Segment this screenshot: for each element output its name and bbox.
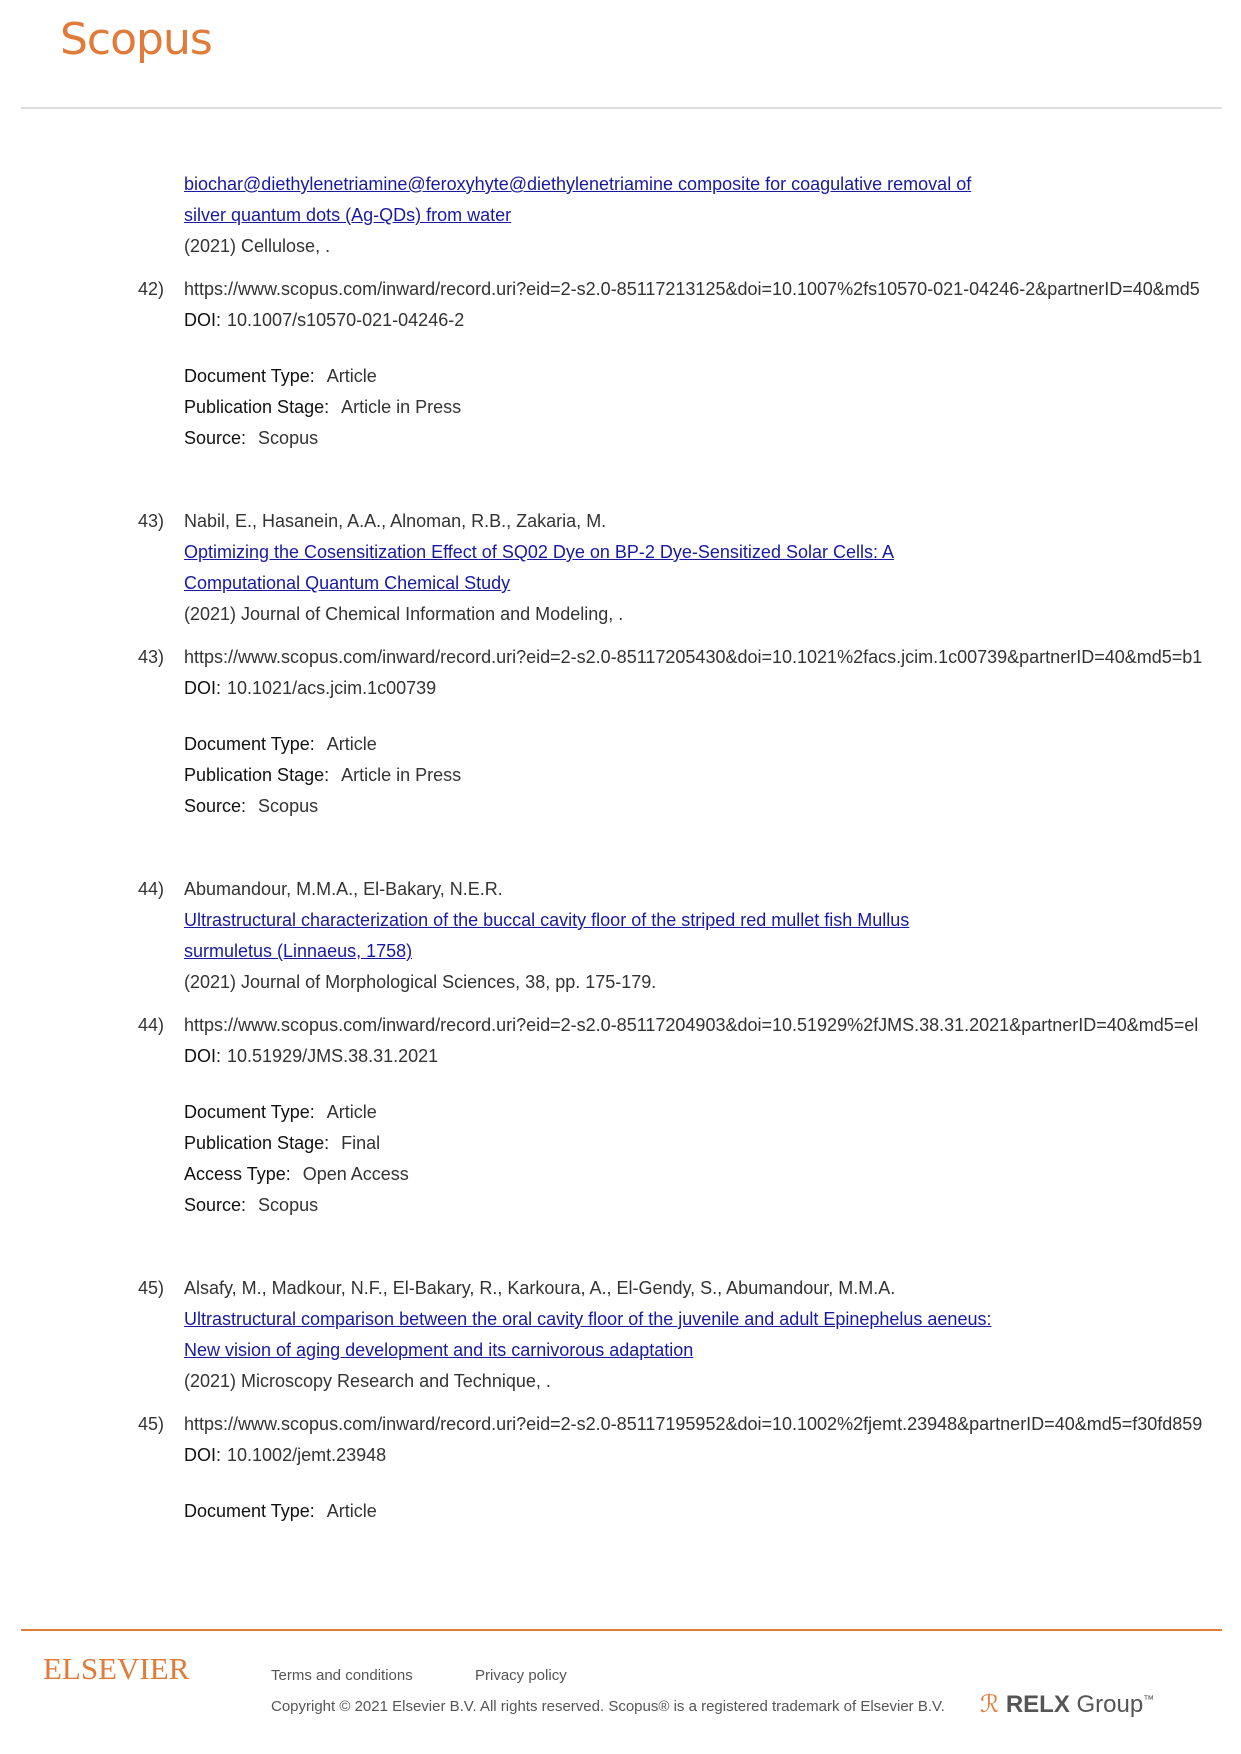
elsevier-logo[interactable]: ELSEVIER (43, 1651, 190, 1686)
entry-source: (2021) Journal of Chemical Information and Modeling, . (184, 604, 624, 624)
entry-authors: Nabil, E., Hasanein, A.A., Alnoman, R.B., Zakaria, M. (184, 511, 607, 531)
entry-title-link[interactable]: New vision of aging development and its carnivorous adaptation (184, 1340, 694, 1360)
entry-title-link[interactable]: Computational Quantum Chemical Study (184, 573, 511, 593)
field-label: Access Type: (184, 1164, 291, 1184)
entry-url[interactable]: https://www.scopus.com/inward/record.uri?eid=2-s2.0-85117205430&doi=10.1021%2facs.jcim.1c00739&partnerID=40&md5=b1 (184, 647, 1203, 667)
entry-number: 45) (138, 1414, 165, 1434)
field-value: Article (326, 1501, 377, 1521)
entry-title-link[interactable]: surmuletus (Linnaeus, 1758) (184, 941, 413, 961)
entry-number: 44) (138, 879, 165, 899)
field-label: Publication Stage: (184, 397, 330, 417)
entry-number: 42) (138, 279, 165, 299)
entry-title-link[interactable]: Ultrastructural characterization of the buccal cavity floor of the striped red mullet fish Mullus (184, 910, 910, 930)
field-label: Document Type: (184, 366, 315, 386)
field-value: Open Access (302, 1164, 409, 1184)
entry-url[interactable]: https://www.scopus.com/inward/record.uri?eid=2-s2.0-85117195952&doi=10.1002%2fjemt.23948&partnerID=40&md5=f30fd859 (184, 1414, 1203, 1434)
entry-number: 43) (138, 647, 165, 667)
entry-url[interactable]: https://www.scopus.com/inward/record.uri?eid=2-s2.0-85117213125&doi=10.1007%2fs10570-021-04246-2&partnerID=40&md5 (184, 279, 1200, 299)
entry-authors: Alsafy, M., Madkour, N.F., El-Bakary, R., Karkoura, A., El-Gendy, S., Abumandour, M.M.A. (184, 1278, 896, 1298)
field-value: Article in Press (341, 397, 462, 417)
entry-number: 43) (138, 511, 165, 531)
entry-number: 45) (138, 1278, 165, 1298)
doi-label: DOI: (184, 1445, 222, 1465)
header-divider (21, 107, 1222, 109)
privacy-link[interactable]: Privacy policy (475, 1667, 567, 1684)
field-value: Article (326, 366, 377, 386)
entry-doi: 10.1002/jemt.23948 (227, 1445, 387, 1465)
field-value: Final (341, 1133, 381, 1153)
doi-label: DOI: (184, 310, 222, 330)
field-label: Document Type: (184, 1102, 315, 1122)
relx-icon: ℛ (980, 1690, 1000, 1718)
entry-doi: 10.1021/acs.jcim.1c00739 (227, 678, 437, 698)
field-value: Article (326, 734, 377, 754)
entry-title-link[interactable]: biochar@diethylenetriamine@feroxyhyte@diethylenetriamine composite for coagulative removal of (184, 174, 972, 194)
field-value: Article (326, 1102, 377, 1122)
copyright-text: Copyright © 2021 Elsevier B.V. All rights reserved. Scopus® is a registered trademark of Elsevier B.V. (271, 1698, 945, 1715)
results-list (0, 169, 1241, 1579)
terms-link[interactable]: Terms and conditions (271, 1667, 413, 1684)
scopus-logo[interactable]: Scopus (60, 14, 212, 65)
field-value: Scopus (258, 796, 319, 816)
entry-number: 44) (138, 1015, 165, 1035)
entry-source: (2021) Cellulose, . (184, 236, 331, 256)
field-value: Scopus (258, 428, 319, 448)
field-label: Source: (184, 1195, 247, 1215)
field-value: Scopus (258, 1195, 319, 1215)
field-label: Publication Stage: (184, 1133, 330, 1153)
field-label: Source: (184, 428, 247, 448)
field-label: Source: (184, 796, 247, 816)
entry-url[interactable]: https://www.scopus.com/inward/record.uri?eid=2-s2.0-85117204903&doi=10.51929%2fJMS.38.31.2021&partnerID=40&md5=el (184, 1015, 1199, 1035)
field-value: Article in Press (341, 765, 462, 785)
entry-authors: Abumandour, M.M.A., El-Bakary, N.E.R. (184, 879, 503, 899)
entry-title-link[interactable]: Optimizing the Cosensitization Effect of SQ02 Dye on BP-2 Dye-Sensitized Solar Cells: A (184, 542, 894, 562)
doi-label: DOI: (184, 678, 222, 698)
relx-logo[interactable]: ℛ RELX Group™ (980, 1690, 1155, 1718)
field-label: Document Type: (184, 734, 315, 754)
entry-doi: 10.1007/s10570-021-04246-2 (227, 310, 465, 330)
entry-title-link[interactable]: silver quantum dots (Ag-QDs) from water (184, 205, 512, 225)
field-label: Publication Stage: (184, 765, 330, 785)
entry-title-link[interactable]: Ultrastructural comparison between the oral cavity floor of the juvenile and adult Epinephelus aeneus: (184, 1309, 992, 1329)
footer-divider (21, 1629, 1222, 1631)
field-label: Document Type: (184, 1501, 315, 1521)
doi-label: DOI: (184, 1046, 222, 1066)
entry-doi: 10.51929/JMS.38.31.2021 (227, 1046, 439, 1066)
entry-source: (2021) Microscopy Research and Technique, . (184, 1371, 551, 1391)
entry-source: (2021) Journal of Morphological Sciences, 38, pp. 175-179. (184, 972, 657, 992)
